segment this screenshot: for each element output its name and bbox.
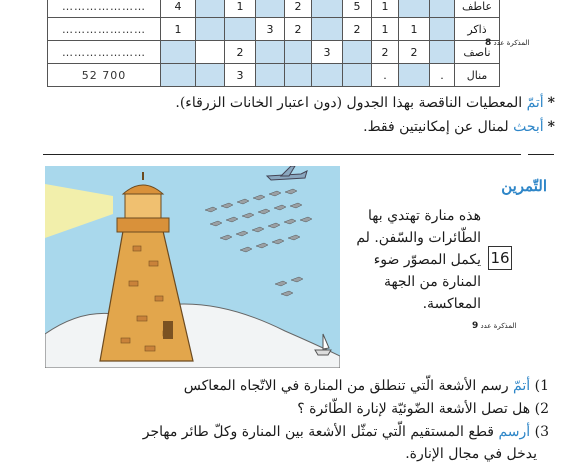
row-name: ذاكر (455, 18, 500, 41)
table-cell (196, 0, 225, 18)
row-name: عاطف (455, 0, 500, 18)
table-cell (399, 64, 430, 87)
table-cell (196, 18, 225, 41)
table-cell: . (430, 64, 455, 87)
table-cell: 2 (225, 41, 256, 64)
instruction-2: *أبحث لمنال عن إمكانيتين فقط. (363, 119, 555, 135)
table-cell: 2 (285, 18, 312, 41)
table-row (48, 0, 500, 18)
table-cell (285, 64, 312, 87)
amount-cell: ………………… (48, 0, 161, 18)
door (163, 321, 173, 339)
amount-cell: 52 700 (48, 64, 161, 87)
table-cell (430, 18, 455, 41)
table-cell: . (372, 64, 399, 87)
table-cell: 1 (225, 0, 256, 18)
table-cell (312, 18, 343, 41)
table-cell: 1 (161, 18, 196, 41)
amount-cell: ………………… (48, 41, 161, 64)
table-cell (343, 41, 372, 64)
table-cell: 1 (372, 18, 399, 41)
reference-label-8: المذكرة عدد 8 (485, 38, 530, 48)
amount-cell: ………………… (48, 18, 161, 41)
table-cell (161, 41, 196, 64)
table-cell: 3 (256, 18, 285, 41)
table-row (48, 64, 500, 87)
table-cell: 1 (399, 18, 430, 41)
table-cell (256, 64, 285, 87)
instruction-1: *أتمّ المعطيات الناقصة بهذا الجدول (دون اعتبار الخانات الزرقاء). (175, 95, 555, 111)
table-cell (430, 41, 455, 64)
table-cell (225, 18, 256, 41)
question-2: 2) هل تصل الأشعة الضّوئيّة لإنارة الطّائرة ؟ (297, 401, 549, 417)
table-cell (196, 64, 225, 87)
table-cell: 4 (161, 0, 196, 18)
table-cell: 2 (343, 18, 372, 41)
table-row (48, 18, 500, 41)
table-cell: 2 (399, 41, 430, 64)
table-cell (256, 41, 285, 64)
data-table (47, 0, 500, 87)
reference-label-9: المذكرة عدد 9 (472, 321, 517, 331)
row-name: ناصف (455, 41, 500, 64)
question-3-continuation: يدخل في مجال الإنارة. (405, 446, 537, 462)
divider-short (528, 154, 554, 155)
table-cell (343, 64, 372, 87)
table-cell (196, 41, 225, 64)
table-cell (430, 0, 455, 18)
question-1: 1) أتمّ رسم الأشعة الّتي تنطلق من المنارة في الاتّجاه المعاكس (183, 378, 549, 394)
exercise-number: 16 (488, 246, 512, 270)
question-3: 3) أرسم قطع المستقيم الّتي تمثّل الأشعة بين المنارة وكلّ طائر مهاجر (142, 424, 549, 440)
table-cell: 3 (312, 41, 343, 64)
table-row (48, 41, 500, 64)
table-cell: 1 (372, 0, 399, 18)
divider (43, 154, 521, 155)
row-name: منال (455, 64, 500, 87)
table-cell: 5 (343, 0, 372, 18)
table-cell (161, 64, 196, 87)
lantern-room (125, 194, 161, 218)
table-cell (285, 41, 312, 64)
table-cell: 2 (285, 0, 312, 18)
exercise-title: التّمرين (501, 177, 547, 195)
table-cell (312, 0, 343, 18)
table-cell (399, 0, 430, 18)
table-cell: 3 (225, 64, 256, 87)
exercise-description: هذه منارة تهتدي بها الطّائرات والسّفن. لم يكمل المصوّر ضوء المنارة من الجهة المعاكسة. (356, 208, 481, 312)
table-cell: 2 (372, 41, 399, 64)
table-cell (256, 0, 285, 18)
lighthouse-illustration (45, 166, 340, 368)
table-cell (312, 64, 343, 87)
